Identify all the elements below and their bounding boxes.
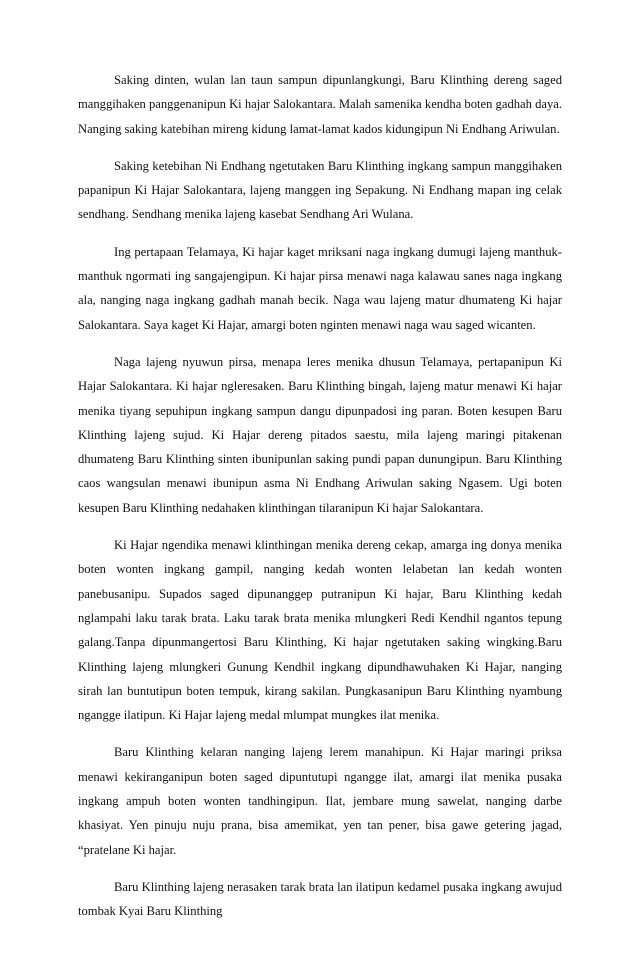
paragraph-6: Baru Klinthing kelaran nanging lajeng lerem manahipun. Ki Hajar maringi priksa menawi kekiranganipun boten saged dipuntutupi ngangge ilat, amargi ilat menika pusaka ingkang ampuh boten wonten tandhingipun. Ilat, jembare mung sawelat, nanging darbe khasiyat. Yen pinuju nuju prana, bisa amemikat, yen tan pener, bisa gawe getering jagad, “pratelane Ki hajar. [78,745,562,857]
paragraph-1: Saking dinten, wulan lan taun sampun dipunlangkungi, Baru Klinthing dereng saged manggihaken panggenanipun Ki hajar Salokantara. Malah samenika kendha boten gadhah daya. Nanging saking katebihan mireng kidung lamat-lamat kados kidungipun Ni Endhang Ariwulan. [78,73,562,136]
paragraph-5: Ki Hajar ngendika menawi klinthingan menika dereng cekap, amarga ing donya menika boten wonten ingkang gampil, nanging kedah wonten lelabetan lan kedah wonten panebusanipu. Supados saged dipunanggep putranipun Ki hajar, Baru Klinthing kedah nglampahi laku tarak brata. Laku tarak brata menika mlungkeri Redi Kendhil ngantos tepung galang.Tanpa dipunmangertosi Baru Klinthing, Ki hajar ngetutaken saking wingking.Baru Klinthing lajeng mlungkeri Gunung Kendhil ingkang dipundhawuhaken Ki Hajar, nanging sirah lan buntutipun boten tempuk, kirang sakilan. Pungkasanipun Baru Klinthing nyambung ngangge ilatipun. Ki Hajar lajeng medal mlumpat mungkes ilat menika. [78,538,562,723]
paragraph-3: Ing pertapaan Telamaya, Ki hajar kaget mriksani naga ingkang dumugi lajeng manthuk-manthuk ngormati ing sangajengipun. Ki hajar pirsa menawi naga kalawau sanes naga ingkang ala, nanging naga ingkang gadhah manah becik. Naga wau lajeng matur dhumateng Ki hajar Salokantara. Saya kaget Ki Hajar, amargi boten nginten menawi naga wau saged wicanten. [78,244,562,332]
paragraph-4: Naga lajeng nyuwun pirsa, menapa leres menika dhusun Telamaya, pertapanipun Ki Hajar Salokantara. Ki hajar ngleresaken. Baru Klinthing bingah, lajeng matur menawi Ki hajar menika tiyang sepuhipun ingkang sampun dangu dipunpadosi ing paran. Boten kesupen Baru Klinthing lajeng sujud. Ki Hajar dereng pitados saestu, mila lajeng maringi pitakenan dhumateng Baru Klinthing sinten ibunipunlan saking pundi papan dunungipun. Baru Klinthing caos wangsulan menawi ibunipun asma Ni Endhang Ariwulan saking Ngasem. Ugi boten kesupen Baru Klinthing nedahaken klinthingan tilaranipun Ki hajar Salokantara. [78,354,562,515]
paragraph-7: Baru Klinthing lajeng nerasaken tarak brata lan ilatipun kedamel pusaka ingkang awujud tombak Kyai Baru Klinthing [78,879,562,919]
document-page [78,68,562,937]
paragraph-2: Saking ketebihan Ni Endhang ngetutaken Baru Klinthing ingkang sampun manggihaken papanipun Ki Hajar Salokantara, lajeng manggen ing Sepakung. Ni Endhang mapan ing celak sendhang. Sendhang menika lajeng kasebat Sendhang Ari Wulana. [78,158,562,222]
